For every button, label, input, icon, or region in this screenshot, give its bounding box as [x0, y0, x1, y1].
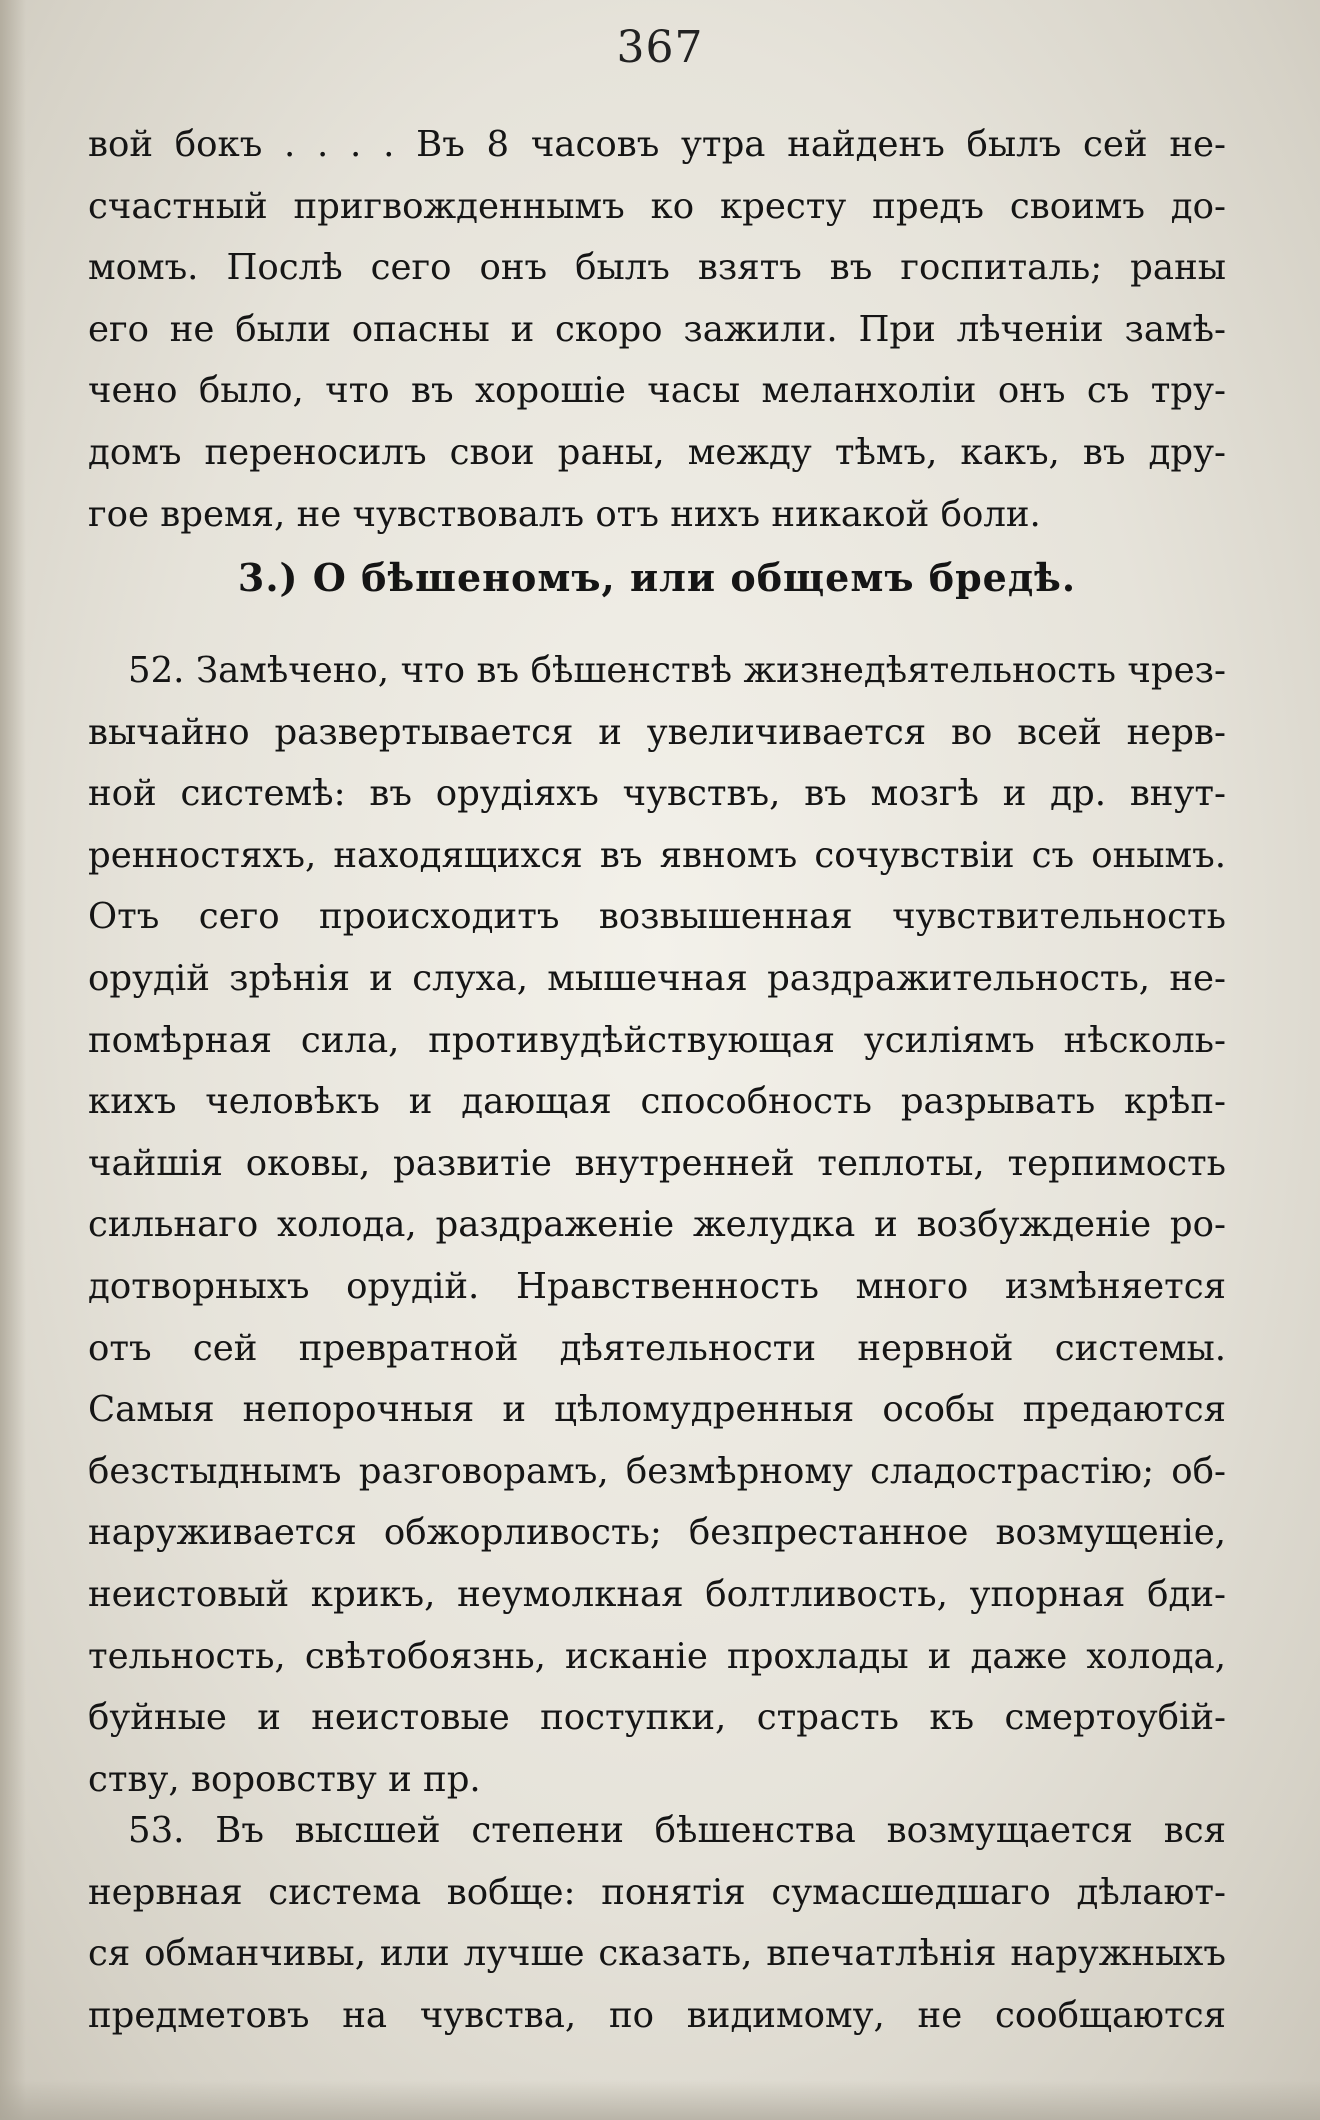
text-line: 53. Въ высшей степени бѣшенства возмущается вся	[128, 1810, 1226, 1851]
text-line: неистовый крикъ, неумолкная болтливость, упорная бди-	[88, 1573, 1226, 1615]
text-line: ся обманчивы, или лучше сказать, впечатлѣнія наружныхъ	[88, 1933, 1226, 1975]
text-line: кихъ человѣкъ и дающая способность разрывать крѣп-	[88, 1081, 1226, 1123]
text-line: чайшія оковы, развитіе внутренней теплоты, терпимость	[88, 1142, 1226, 1184]
text-line: буйные и неистовые поступки, страсть къ смертоубій-	[88, 1697, 1226, 1739]
text-line: 52. Замѣчено, что въ бѣшенствѣ жизнедѣятельность чрез-	[128, 650, 1226, 691]
text-line: безстыднымъ разговорамъ, безмѣрному сладострастію; об-	[88, 1450, 1226, 1492]
text-line: вой бокъ . . . . Въ 8 часовъ утра найденъ былъ сей не-	[88, 124, 1226, 165]
text-line: орудій зрѣнія и слуха, мышечная раздражительность, не-	[88, 957, 1226, 999]
text-line: дотворныхъ орудій. Нравственность много измѣняется	[88, 1265, 1226, 1307]
text-line: сильнаго холода, раздраженіе желудка и возбужденіе ро-	[88, 1204, 1226, 1246]
text-line: наруживается обжорливость; безпрестанное возмущеніе,	[88, 1512, 1226, 1554]
page-left-edge-shadow	[0, 0, 26, 2120]
text-line: домъ переносилъ свои раны, между тѣмъ, какъ, въ дру-	[88, 431, 1226, 473]
text-line: предметовъ на чувства, по видимому, не сообщаются	[88, 1994, 1226, 2036]
text-line: тельность, свѣтобоязнь, исканіе прохлады и даже холода,	[88, 1635, 1226, 1677]
paragraph-52	[88, 640, 1226, 1810]
intro-paragraph	[88, 114, 1226, 545]
text-line: его не были опасны и скоро зажили. При лѣченіи замѣ-	[88, 308, 1226, 350]
text-line: чено было, что въ хорошіе часы меланхоліи онъ съ тру-	[88, 370, 1226, 412]
text-line: ренностяхъ, находящихся въ явномъ сочувствіи съ онымъ.	[88, 834, 1226, 876]
paragraph-53	[88, 1800, 1226, 2046]
text-line: вычайно развертывается и увеличивается во всей нерв-	[88, 711, 1226, 753]
text-line: Отъ сего происходитъ возвышенная чувствительность	[88, 896, 1226, 938]
text-line: отъ сей превратной дѣятельности нервной системы.	[88, 1327, 1226, 1369]
text-line: ству, воровству и пр.	[88, 1758, 481, 1800]
text-line: ной системѣ: въ орудіяхъ чувствъ, въ мозгѣ и др. внут-	[88, 773, 1226, 815]
text-line: нервная система вобще: понятія сумасшедшаго дѣлают-	[88, 1871, 1226, 1913]
page-number: 367	[616, 22, 704, 73]
text-line: помѣрная сила, противудѣйствующая усиліямъ нѣсколь-	[88, 1019, 1226, 1061]
section-heading: 3.) О бѣшеномъ, или общемъ бредѣ.	[237, 555, 1077, 600]
page-bottom-edge-shadow	[0, 2080, 1320, 2120]
text-line: Самыя непорочныя и цѣломудренныя особы предаются	[88, 1389, 1226, 1431]
text-line: момъ. Послѣ сего онъ былъ взятъ въ госпиталь; раны	[88, 247, 1226, 289]
text-line: гое время, не чувствовалъ отъ нихъ никакой боли.	[88, 493, 1041, 535]
text-line: счастный пригвожденнымъ ко кресту предъ своимъ до-	[88, 185, 1226, 227]
